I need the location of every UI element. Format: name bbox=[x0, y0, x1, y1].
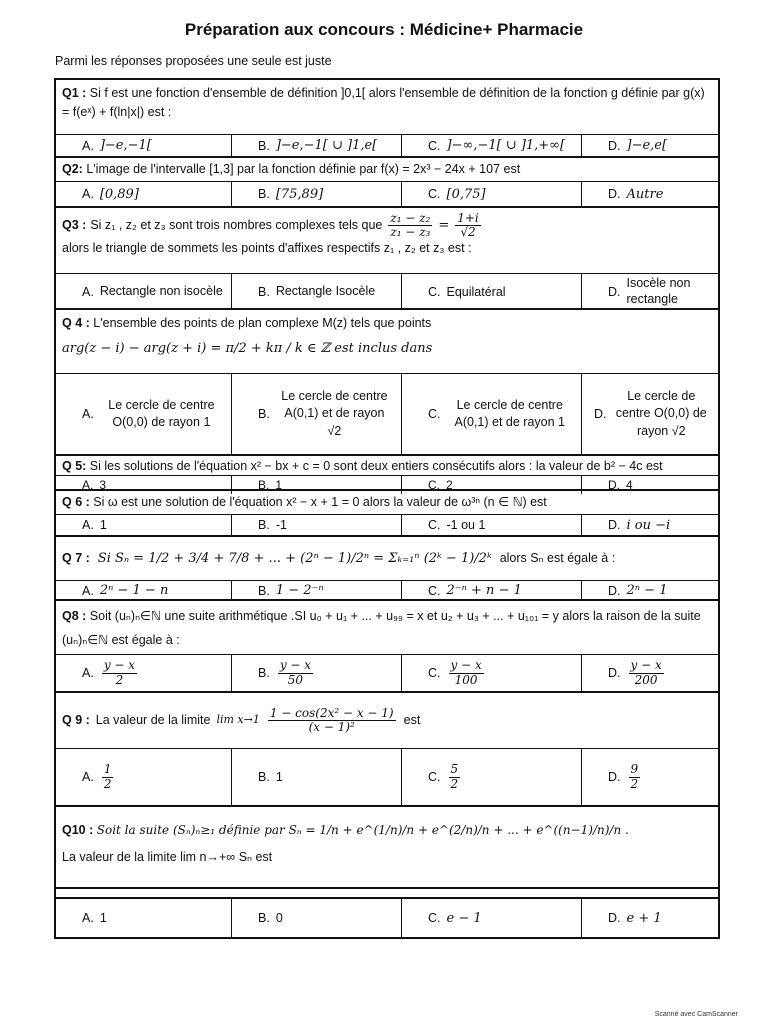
question-9 bbox=[56, 693, 718, 749]
option-value: e − 1 bbox=[446, 910, 482, 926]
option-b[interactable] bbox=[232, 374, 402, 454]
page-subtitle: Parmi les réponses proposées une seule est juste bbox=[55, 54, 332, 68]
numerator: 1+i bbox=[457, 211, 479, 225]
option-d[interactable] bbox=[582, 749, 718, 805]
option-b[interactable] bbox=[232, 899, 402, 937]
option-letter: D. bbox=[608, 666, 621, 680]
option-d[interactable] bbox=[582, 182, 718, 206]
option-a[interactable] bbox=[56, 476, 232, 494]
option-value: 1 − 2⁻ⁿ bbox=[275, 583, 324, 598]
option-letter: A. bbox=[82, 583, 94, 598]
question-1 bbox=[56, 80, 718, 135]
question-text: Soit (uₙ)ₙ∈ℕ une suite arithmétique .SI u₀ + u₁ + ... + u₉₉ = x et u₂ + u₃ + ... + u₁₀₁ = y alors la raison de la suite (uₙ)ₙ∈ℕ est égale à : bbox=[62, 609, 701, 647]
option-a[interactable] bbox=[56, 581, 232, 600]
option-fraction bbox=[449, 659, 484, 686]
option-b[interactable] bbox=[232, 515, 402, 535]
option-c[interactable] bbox=[402, 899, 582, 937]
numerator: y − x bbox=[630, 658, 662, 673]
option-letter: D. bbox=[608, 911, 621, 925]
option-value: 1 bbox=[99, 911, 107, 925]
option-letter: C. bbox=[428, 284, 441, 299]
question-5 bbox=[56, 456, 718, 476]
option-c[interactable] bbox=[402, 581, 582, 600]
question-8 bbox=[56, 601, 718, 655]
option-value: Le cercle de centre O(0,0) de rayon √2 bbox=[615, 388, 707, 438]
denominator: √2 bbox=[460, 225, 476, 240]
denominator: 2 bbox=[450, 776, 459, 791]
option-letter: C. bbox=[428, 911, 441, 925]
option-letter: D. bbox=[608, 478, 620, 492]
option-letter: C. bbox=[428, 518, 441, 532]
denominator: 2 bbox=[115, 672, 124, 687]
option-letter: C. bbox=[428, 666, 441, 680]
option-letter: B. bbox=[258, 284, 270, 299]
question-text: alors Sₙ est égale à : bbox=[499, 551, 616, 566]
option-letter: D. bbox=[608, 138, 621, 153]
numerator: 5 bbox=[450, 762, 459, 777]
option-value: ]−e,−1[ bbox=[99, 138, 152, 153]
option-b[interactable] bbox=[232, 749, 402, 805]
question-text: L'image de l'intervalle [1,3] par la fonction définie par f(x) = 2x³ − 24x + 107 est bbox=[86, 162, 521, 176]
option-d[interactable] bbox=[582, 655, 718, 691]
option-d[interactable] bbox=[582, 374, 718, 454]
option-letter: B. bbox=[258, 407, 270, 421]
option-value: ]−∞,−1[ ∪ ]1,+∞[ bbox=[446, 138, 566, 153]
option-letter: D. bbox=[608, 583, 621, 598]
option-letter: A. bbox=[82, 138, 94, 153]
option-value: [75,89] bbox=[275, 186, 324, 202]
options-row-1 bbox=[56, 135, 718, 158]
options-row-10 bbox=[56, 899, 718, 937]
option-c[interactable] bbox=[402, 655, 582, 691]
option-b[interactable] bbox=[232, 655, 402, 691]
option-d[interactable] bbox=[582, 274, 718, 309]
option-letter: A. bbox=[82, 666, 94, 680]
numerator: y − x bbox=[103, 658, 136, 673]
option-d[interactable] bbox=[582, 135, 718, 156]
question-text: Si z₁ , z₂ et z₃ sont trois nombres complexes tels que bbox=[90, 218, 383, 233]
options-row-7 bbox=[56, 581, 718, 601]
page-title: Préparation aux concours : Médicine+ Pharmacie bbox=[184, 20, 584, 39]
option-value: Rectangle Isocèle bbox=[275, 283, 376, 298]
option-value: 2⁻ⁿ + n − 1 bbox=[446, 583, 522, 598]
option-value: Le cercle de centre A(0,1) et de rayon 1 bbox=[454, 397, 565, 429]
option-c[interactable] bbox=[402, 374, 582, 454]
question-label: Q 7 : bbox=[62, 551, 90, 566]
option-letter: C. bbox=[428, 187, 441, 201]
option-letter: D. bbox=[608, 284, 621, 299]
option-value: 2ⁿ − 1 − n bbox=[99, 583, 169, 598]
option-a[interactable] bbox=[56, 899, 232, 937]
option-letter: C. bbox=[428, 583, 441, 598]
option-a[interactable] bbox=[56, 274, 232, 309]
option-d[interactable] bbox=[582, 581, 718, 600]
option-value: 1 bbox=[275, 478, 283, 492]
option-b[interactable] bbox=[232, 274, 402, 309]
option-fraction bbox=[629, 763, 641, 790]
question-2 bbox=[56, 158, 718, 182]
option-letter: C. bbox=[428, 770, 441, 784]
option-c[interactable] bbox=[402, 135, 582, 156]
question-label: Q2: bbox=[62, 162, 83, 176]
question-label: Q 6 : bbox=[62, 495, 90, 509]
question-label: Q8 : bbox=[62, 609, 87, 623]
option-letter: C. bbox=[428, 478, 440, 492]
question-label: Q 9 : bbox=[62, 713, 90, 728]
question-text-end: est bbox=[403, 713, 421, 728]
spacer-row bbox=[56, 889, 718, 899]
question-text: La valeur de la limite bbox=[95, 713, 211, 728]
option-letter: B. bbox=[258, 187, 270, 201]
option-letter: B. bbox=[258, 583, 270, 598]
denominator: 2 bbox=[103, 776, 112, 791]
question-label: Q 5: bbox=[62, 459, 87, 473]
option-letter: D. bbox=[608, 518, 621, 532]
option-fraction bbox=[278, 659, 313, 686]
option-letter: A. bbox=[82, 187, 94, 201]
option-letter: D. bbox=[608, 770, 621, 784]
option-fraction bbox=[629, 659, 664, 686]
denominator: 50 bbox=[287, 672, 304, 687]
denominator: 100 bbox=[454, 672, 478, 687]
question-text-continued: La valeur de la limite lim n→+∞ Sₙ est bbox=[62, 849, 273, 864]
denominator: 2 bbox=[630, 776, 639, 791]
option-a[interactable] bbox=[56, 749, 232, 805]
option-c[interactable] bbox=[402, 274, 582, 309]
option-value: ]−e,−1[ ∪ ]1,e[ bbox=[275, 138, 378, 153]
option-fraction bbox=[102, 763, 114, 790]
question-label: Q10 : bbox=[62, 823, 94, 837]
numerator: 1 bbox=[103, 762, 112, 777]
option-c[interactable] bbox=[402, 476, 582, 494]
option-value: Le cercle de centre O(0,0) de rayon 1 bbox=[108, 397, 215, 429]
option-letter: A. bbox=[82, 911, 94, 925]
option-b[interactable] bbox=[232, 581, 402, 600]
numerator: y − x bbox=[450, 658, 482, 673]
option-value: ]−e,e[ bbox=[626, 138, 668, 153]
denominator: 200 bbox=[634, 672, 658, 687]
question-label: Q 4 : bbox=[62, 316, 90, 330]
option-b[interactable] bbox=[232, 135, 402, 156]
question-text: Si f est une fonction d'ensemble de définition ]0,1[ alors l'ensemble de définition de la fonction g définie par g(x) = f(eˣ) + f(ln|x|) est : bbox=[62, 86, 705, 119]
option-letter: B. bbox=[258, 478, 270, 492]
option-letter: B. bbox=[258, 770, 270, 784]
question-formula: Soit la suite (Sₙ)ₙ≥₁ définie par Sₙ = 1/n + e^(1/n)/n + e^(2/n)/n + ... + e^((n−1)/n)/n . bbox=[96, 823, 629, 837]
question-text: L'ensemble des points de plan complexe M(z) tels que points bbox=[93, 316, 432, 330]
option-letter: A. bbox=[82, 518, 94, 532]
option-letter: D. bbox=[608, 187, 621, 201]
option-letter: B. bbox=[258, 518, 270, 532]
option-value: 4 bbox=[626, 478, 633, 492]
option-value: Equilatéral bbox=[446, 284, 506, 299]
question-formula: Si Sₙ = 1/2 + 3/4 + 7/8 + ... + (2ⁿ − 1)/2ⁿ = Σₖ₌₁ⁿ (2ᵏ − 1)/2ᵏ bbox=[97, 550, 492, 566]
fraction bbox=[455, 212, 481, 239]
equals-sign: = bbox=[438, 217, 450, 233]
option-a[interactable] bbox=[56, 374, 232, 454]
limit-fraction bbox=[268, 707, 396, 734]
numerator: z₁ − z₂ bbox=[390, 211, 431, 225]
question-3 bbox=[56, 208, 718, 274]
option-a[interactable] bbox=[56, 515, 232, 535]
option-letter: D. bbox=[594, 407, 607, 421]
question-text-continued: alors le triangle de sommets les points d'affixes respectifs z₁ , z₂ et z₃ est : bbox=[62, 241, 472, 256]
option-value: e + 1 bbox=[626, 910, 662, 926]
denominator: (x − 1)² bbox=[308, 720, 355, 734]
option-c[interactable] bbox=[402, 749, 582, 805]
option-c[interactable] bbox=[402, 182, 582, 206]
scanner-footer: Scanné avec CamScanner bbox=[654, 1011, 738, 1018]
option-fraction bbox=[102, 659, 137, 686]
option-value: [0,89] bbox=[99, 186, 139, 202]
options-row-9 bbox=[56, 749, 718, 807]
option-value: i ou −i bbox=[626, 517, 671, 533]
options-row-5 bbox=[56, 476, 718, 491]
option-a[interactable] bbox=[56, 182, 232, 206]
limit-symbol: lim x→1 bbox=[216, 713, 260, 727]
options-row-2 bbox=[56, 182, 718, 208]
option-value: Le cercle de centre A(0,1) et de rayon √2 bbox=[281, 388, 388, 438]
option-value: -1 ou 1 bbox=[446, 518, 486, 532]
question-text: Si les solutions de l'équation x² − bx + c = 0 sont deux entiers consécutifs alors : la valeur de b² − 4c est bbox=[89, 459, 663, 473]
options-row-4 bbox=[56, 374, 718, 456]
question-10 bbox=[56, 807, 718, 889]
question-text: Si ω est une solution de l'équation x² − x + 1 = 0 alors la valeur de ω³ⁿ (n ∈ ℕ) est bbox=[93, 495, 547, 509]
option-value: 1 bbox=[99, 518, 107, 532]
option-letter: C. bbox=[428, 138, 441, 153]
option-value: Rectangle non isocèle bbox=[99, 283, 223, 298]
option-value: [0,75] bbox=[446, 186, 486, 202]
option-value: 2ⁿ − 1 bbox=[626, 583, 668, 598]
options-row-8 bbox=[56, 655, 718, 693]
option-letter: A. bbox=[82, 770, 94, 784]
option-value: 1 bbox=[275, 770, 283, 784]
option-d[interactable] bbox=[582, 515, 718, 535]
option-value: -1 bbox=[275, 518, 287, 532]
fraction bbox=[388, 212, 432, 239]
option-d[interactable] bbox=[582, 476, 718, 494]
option-value: Isocèle non rectangle bbox=[626, 276, 691, 306]
option-a[interactable] bbox=[56, 655, 232, 691]
option-a[interactable] bbox=[56, 135, 232, 156]
option-letter: B. bbox=[258, 138, 270, 153]
question-4 bbox=[56, 310, 718, 374]
question-label: Q3 : bbox=[62, 218, 87, 233]
question-formula: arg(z − i) − arg(z + i) = π/2 + kπ / k ∈ ℤ est inclus dans bbox=[62, 340, 433, 356]
option-c[interactable] bbox=[402, 515, 582, 535]
option-value: 2 bbox=[446, 478, 453, 492]
option-d[interactable] bbox=[582, 899, 718, 937]
numerator: 1 − cos(2x² − x − 1) bbox=[269, 705, 394, 720]
option-letter: B. bbox=[258, 666, 270, 680]
option-letter: B. bbox=[258, 911, 270, 925]
question-label: Q1 : bbox=[62, 86, 87, 100]
option-letter: C. bbox=[428, 407, 441, 421]
option-letter: A. bbox=[82, 284, 94, 299]
questions-table bbox=[54, 78, 720, 939]
numerator: y − x bbox=[279, 658, 312, 673]
option-value: 0 bbox=[275, 911, 283, 925]
options-row-6 bbox=[56, 515, 718, 537]
option-value: Autre bbox=[626, 186, 664, 202]
option-letter: A. bbox=[82, 407, 94, 421]
question-7 bbox=[56, 537, 718, 581]
option-value: 3 bbox=[99, 478, 107, 492]
option-fraction bbox=[449, 763, 461, 790]
option-b[interactable] bbox=[232, 182, 402, 206]
question-6 bbox=[56, 491, 718, 515]
option-letter: A. bbox=[82, 478, 94, 492]
denominator: z₁ − z₃ bbox=[390, 225, 431, 240]
options-row-3 bbox=[56, 274, 718, 310]
option-b[interactable] bbox=[232, 476, 402, 494]
numerator: 9 bbox=[630, 762, 639, 777]
